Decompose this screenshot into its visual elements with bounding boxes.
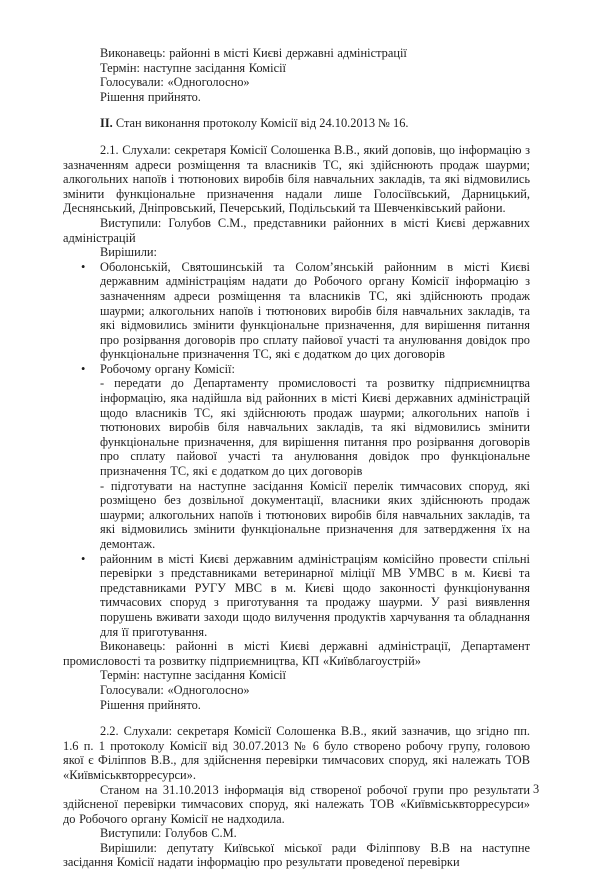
item-2-2-heard: 2.2. Слухали: секретаря Комісії Солошенка В.В., який зазначив, що згідно пп. 1.6 п. 1 протоколу Комісії від 30.07.2013 № 6 було створено робочу групу, головою якої є Філіппов В.В., для здійснення перевірки тимчасових споруд, які належать ТОВ «Київміськвторресурси». [63, 724, 530, 782]
decision-line: Рішення прийнято. [100, 697, 201, 712]
decision-line: Рішення прийнято. [100, 89, 201, 104]
term-line: Термін: наступне засідання Комісії [100, 60, 286, 75]
bullet-item [63, 552, 530, 640]
voted-line: Голосували: «Одноголосно» [100, 682, 250, 697]
executor-line: Виконавець: районні в місті Києві державні адміністрації, Департамент промисловості та розвитку підприємництва, КП «Київблагоустрій» [63, 639, 530, 668]
spacer [63, 131, 530, 143]
item-2-2-status: Станом на 31.10.2013 інформація від створеної робочої групи про результати здійсненої перевірки тимчасових споруд, які належать ТОВ «Київміськвторресурси» до Робочого органу Комісії не надходила. [63, 782, 530, 826]
section-title: Стан виконання протоколу Комісії від 24.10.2013 № 16. [112, 116, 409, 131]
page-number: 3 [533, 782, 540, 796]
bullet-item-text: • районним в місті Києві державним адміністраціям комісійно провести спільні перевірки з представниками ветеринарної міліції МВ УМВС в м. Києві та представниками РУГУ МВС в м. Києві щодо законності функціонування тимчасових споруд з приготування та продажу шаурми. У разі виявлення порушень вживати заходи щодо вилучення продуктів харчування та обладнання для її приготування. [100, 551, 530, 639]
voted-line: Голосували: «Одноголосно» [100, 75, 250, 90]
bullet-item [63, 362, 530, 552]
document-content [63, 46, 530, 870]
bullet-sub-dash-item: - передати до Департаменту промисловості та розвитку підприємництва інформацію, яка надійшла від районних в місті Києві державних адміністрацій щодо власників ТС, які здійснюють продаж шаурми; алкогольних напоїв і тютюнових виробів біля навчальних закладів, та які відмовились змінити функціональне призначення, для вирішення питання про розірвання договорів про сплату пайової участі та анулювання довідок про функціональне призначення ТС, які є додатком до цих договорів [100, 376, 530, 479]
spacer [63, 712, 530, 724]
item-2-2-spoke: Виступили: Голубов С.М. [100, 826, 237, 841]
item-2-1-spoke: Виступили: Голубов С.М., представники районних в місті Києві державних адміністрацій [63, 215, 530, 245]
item-2-1-decided-label: Вирішили: [100, 245, 157, 260]
item-2-2-decided: Вирішили: депутату Київської міської ради Філіппову В.В на наступне засідання Комісії надати інформацію про результати проведеної перевірки [63, 840, 530, 870]
section-heading [63, 116, 530, 131]
item-2-1-heard: 2.1. Слухали: секретаря Комісії Солошенка В.В., який доповів, що інформацію з зазначенням адреси розміщення та власників ТС, які здійснюють продаж шаурми; алкогольних напоїв і тютюнових виробів біля навчальних закладів, та які відмовились змінити функціональне призначення надали лише Голосіївський, Дарницький, Деснянський, Дніпровський, Печерський, Подільський та Шевченківський райони. [63, 142, 530, 216]
bullet-sub-dash-item: - підготувати на наступне засідання Комісії перелік тимчасових споруд, які розміщено без дозвільної документації, власники яких здійснюють продаж шаурми; алкогольних напоїв і тютюнових виробів біля навчальних закладів, та які відмовились змінити функціональне призначення для затвердження їх на демонтаж. [100, 478, 530, 551]
section-number: II. [100, 116, 113, 131]
bullet-item [63, 260, 530, 362]
spacer [63, 104, 530, 116]
term-line: Термін: наступне засідання Комісії [100, 668, 286, 683]
decision-bullet-list [63, 260, 530, 639]
bullet-item-text: • Оболонській, Святошинській та Солом’янській районним в місті Києві державним адміністраціям надати до Робочого органу Комісії інформацію з зазначенням адреси розміщення та власників ТС, які здійснюють продаж шаурми; алкогольних напоїв і тютюнових виробів біля навчальних закладів, та які відмовились змінити функціональне призначення, для вирішення питання про розірвання договорів про сплату пайової участі та анулювання довідок про функціональне призначення ТС, які є додатком до цих договорів [100, 259, 530, 362]
executor-line: Виконавець: районні в місті Києві державні адміністрації [100, 46, 407, 60]
bullet-item-intro: • Робочому органу Комісії: [100, 361, 235, 376]
